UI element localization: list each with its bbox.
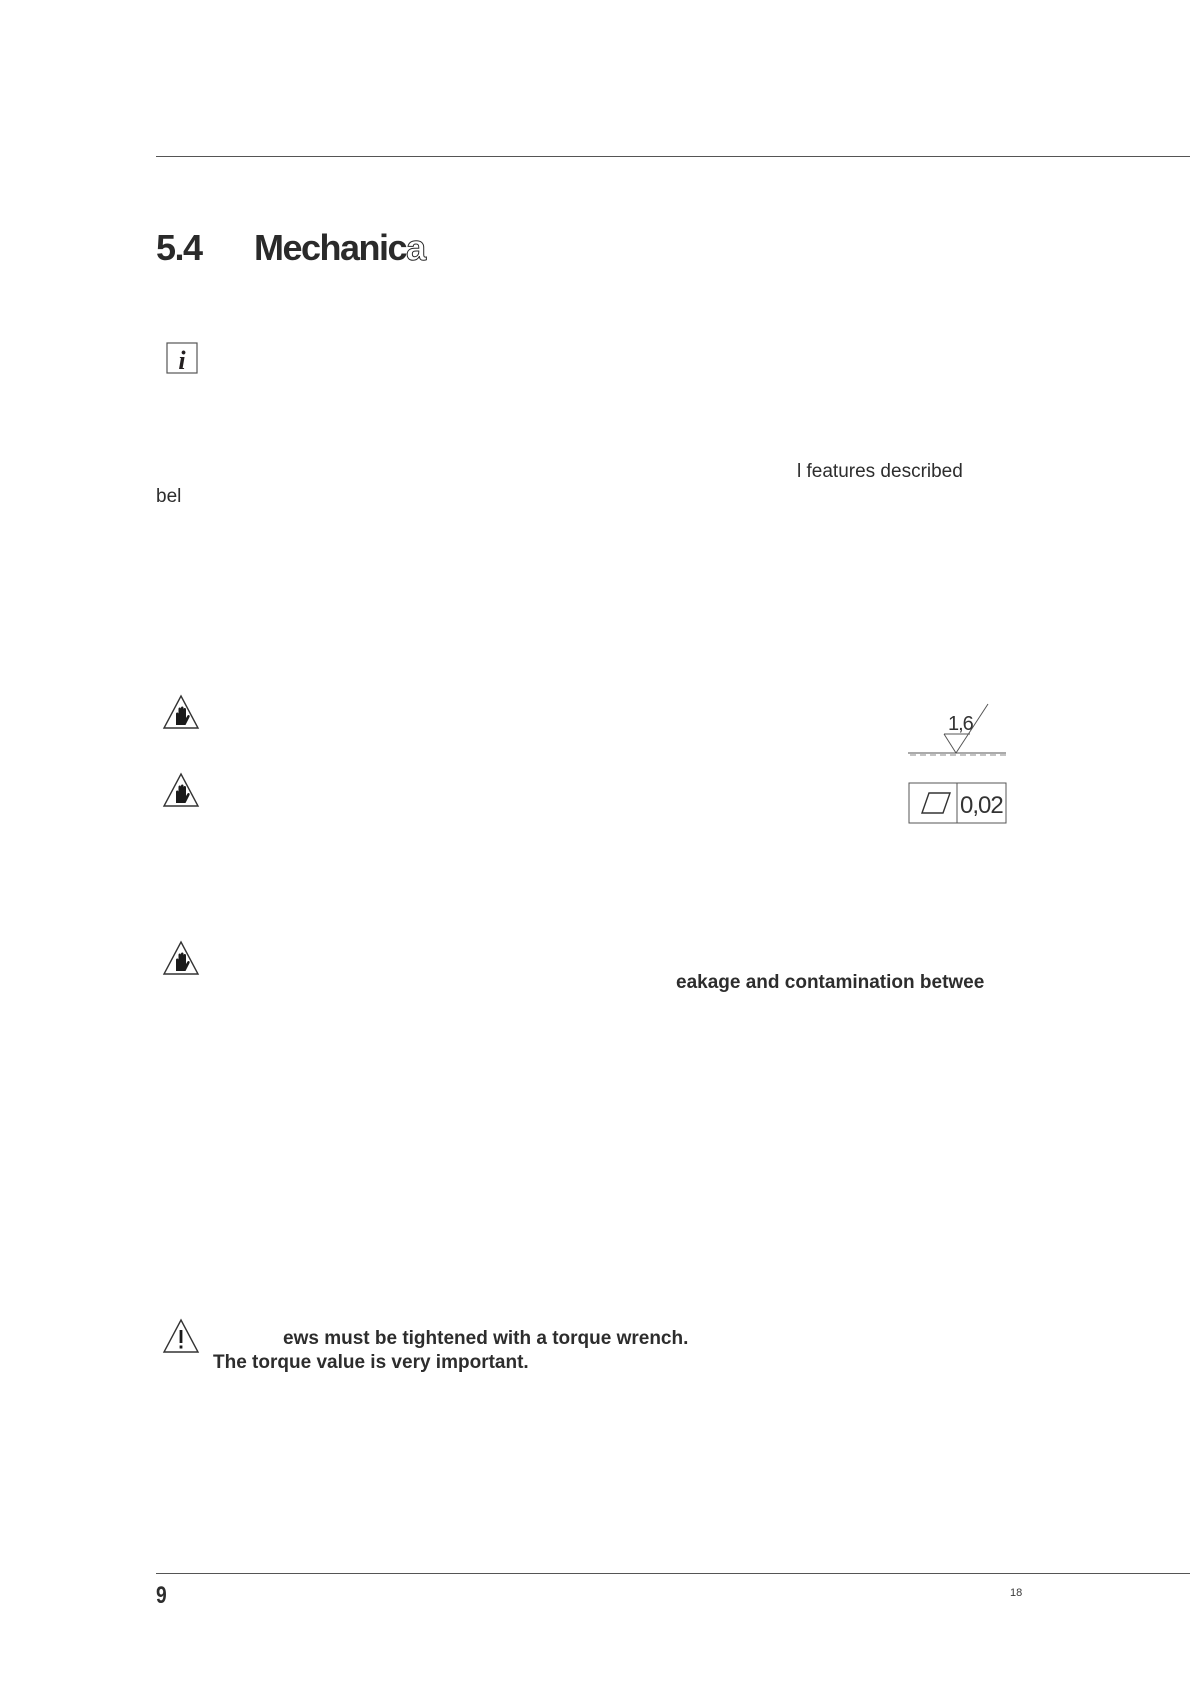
section-number: 5.4 [156,227,202,268]
warning-text: eakage and contamination betwee [676,972,985,993]
footer-rule [156,1573,1190,1574]
page-number: 9 [156,1582,167,1609]
section-title [254,227,425,268]
section-title-outline: a [406,227,425,268]
body-text-fragment: bel [156,486,182,507]
exclamation-warning-icon [162,1318,200,1354]
flatness-tolerance-symbol [908,782,1008,824]
hand-stop-warning-icon [162,772,200,808]
caution-text: The torque value is very important. [213,1352,529,1373]
hand-stop-warning-icon [162,694,200,730]
body-text-fragment: l features described [797,461,963,482]
section-title-solid: Mechanic [254,227,407,268]
hand-stop-warning-icon [162,940,200,976]
header-rule [156,156,1190,157]
flatness-tolerance-value: 0,02 [960,792,1003,819]
svg-text:i: i [178,346,186,374]
footer-reference: 18 [1010,1587,1023,1599]
surface-roughness-symbol [908,702,1008,756]
caution-text: ews must be tightened with a torque wrench. [283,1328,689,1349]
roughness-value: 1,6 [948,713,973,735]
info-icon [166,342,198,374]
